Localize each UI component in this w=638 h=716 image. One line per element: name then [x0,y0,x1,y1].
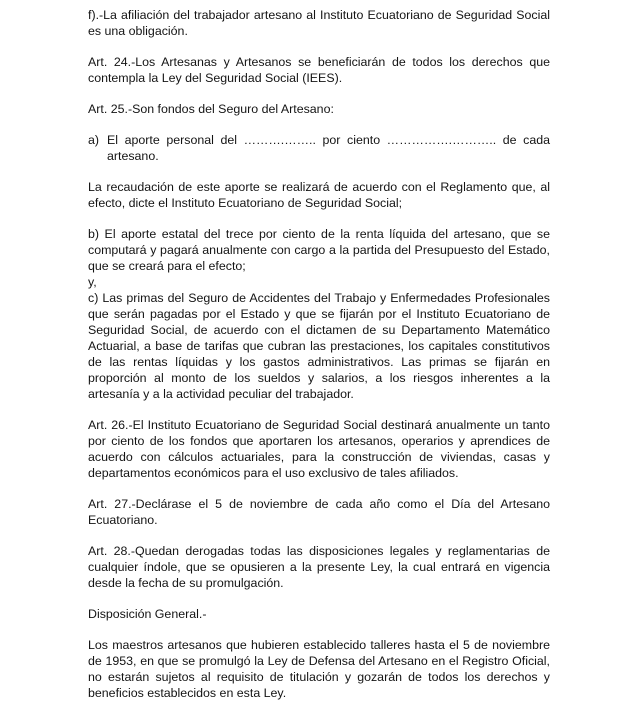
list-item-c: c) Las primas del Seguro de Accidentes del Trabajo y Enfermedades Profesionales que serán pagadas por el Estado y que se fijarán por el Instituto Ecuatoriano de Seguridad Social, de acuerdo con el dictamen de su Departamento Matemático Actuarial, a base de tarifas que cubran las prestaciones, los capitales constitutivos de las rentas líquidas y los gastos administrativos. Las primas se fijarán en proporción al monto de los sueldos y salarios, a los riesgos inherentes a la artesanía y a la actividad peculiar del trabajador. [88,291,550,401]
article-28: Art. 28.-Quedan derogadas todas las disposiciones legales y reglamentarias de cualquier índole, que se opusieren a la presente Ley, la cual entrará en vigencia desde la fecha de su promulgación. [88,544,550,590]
article-25-heading: Art. 25.-Son fondos del Seguro del Artesano: [88,102,334,116]
maestros-paragraph: Los maestros artesanos que hubieren establecido talleres hasta el 5 de noviembre de 1953, en que se promulgó la Ley de Defensa del Artesano en el Registro Oficial, no estarán sujetos al requisito de titulación y gozarán de todos los derechos y beneficios establecidos en esta Ley. [88,638,550,700]
list-item-a-label: a) [88,133,100,147]
document-page [88,7,550,716]
paragraph-f: f).-La afiliación del trabajador artesano al Instituto Ecuatoriano de Seguridad Social es una obligación. [88,8,550,38]
article-24: Art. 24.-Los Artesanas y Artesanos se beneficiarán de todos los derechos que contempla la Ley del Seguridad Social (IEES). [88,55,550,85]
article-27: Art. 27.-Declárase el 5 de noviembre de cada año como el Día del Artesano Ecuatoriano. [88,497,550,527]
conjunction-y: y, [88,275,97,289]
list-item-a-text: El aporte personal del ……….…….. por ciento …………….……….. de cada artesano. [107,133,550,163]
article-26: Art. 26.-El Instituto Ecuatoriano de Seguridad Social destinará anualmente un tanto por ciento de los fondos que aportaren los artesanos, operarios y aprendices de acuerdo con cálculos actuariales, para la construcción de viviendas, casas y departamentos económicos para el uso exclusivo de tales afiliados. [88,418,550,480]
list-item-b: b) El aporte estatal del trece por ciento de la renta líquida del artesano, que se computará y pagará anualmente con cargo a la partida del Presupuesto del Estado, que se creará para el efecto; [88,227,550,273]
disposicion-general-heading: Disposición General.- [88,607,207,621]
list-item-a [88,132,550,164]
recaudacion-paragraph: La recaudación de este aporte se realizará de acuerdo con el Reglamento que, al efecto, dicte el Instituto Ecuatoriano de Seguridad Social; [88,180,550,210]
